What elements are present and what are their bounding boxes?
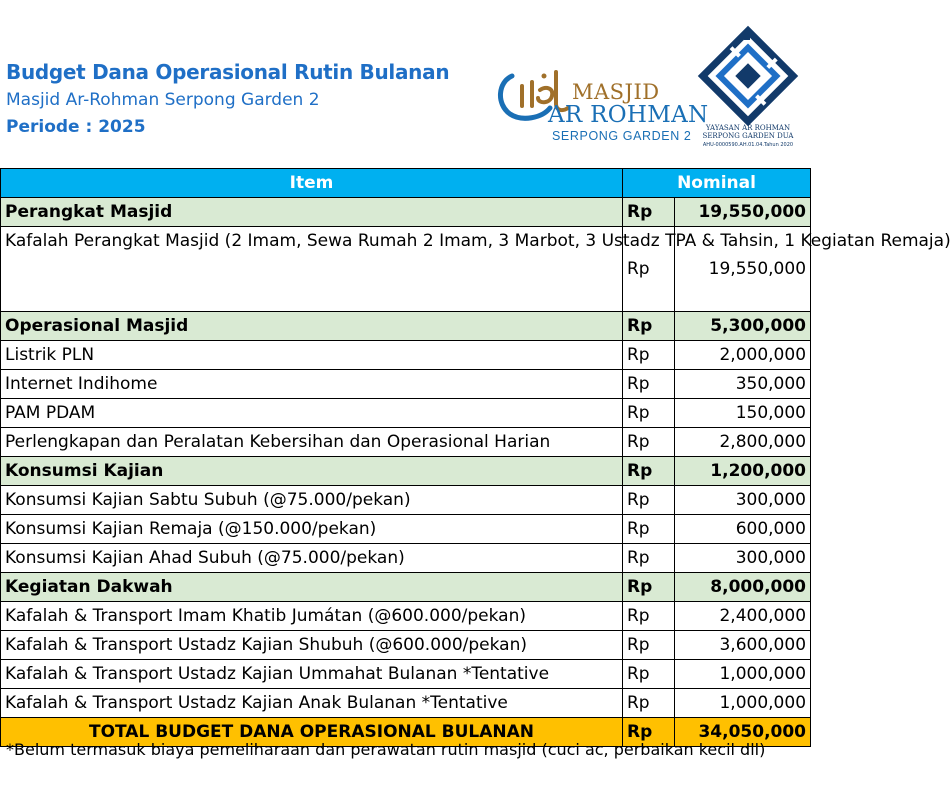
item-value: 2,800,000 [675, 428, 811, 457]
item-value: 300,000 [675, 486, 811, 515]
currency-label: Rp [623, 631, 675, 660]
category-row [1, 312, 811, 341]
currency-label: Rp [623, 312, 675, 341]
table-header-row [1, 169, 811, 198]
document-title: Budget Dana Operasional Rutin Bulanan [6, 60, 450, 84]
currency-label: Rp [623, 544, 675, 573]
currency-label: Rp [623, 660, 675, 689]
item-label: Konsumsi Kajian Ahad Subuh (@75.000/pekan) [1, 544, 623, 573]
table-row [1, 660, 811, 689]
item-label: Listrik PLN [1, 341, 623, 370]
table-row [1, 515, 811, 544]
item-value: 600,000 [675, 515, 811, 544]
category-total: 1,200,000 [675, 457, 811, 486]
item-label: Internet Indihome [1, 370, 623, 399]
item-label: PAM PDAM [1, 399, 623, 428]
budget-table [0, 168, 951, 747]
currency-label: Rp [623, 227, 675, 312]
currency-label: Rp [623, 515, 675, 544]
currency-label: Rp [623, 457, 675, 486]
yayasan-name-text: YAYASAN AR ROHMAN [705, 124, 791, 132]
item-value: 1,000,000 [675, 660, 811, 689]
currency-label: Rp [623, 370, 675, 399]
category-row [1, 457, 811, 486]
table-row [1, 486, 811, 515]
category-total: 8,000,000 [675, 573, 811, 602]
category-row [1, 573, 811, 602]
document-period: Periode : 2025 [6, 117, 146, 137]
item-value: 1,000,000 [675, 689, 811, 718]
logo-ar-rohman-text: AR ROHMAN [548, 102, 709, 128]
table-row [1, 341, 811, 370]
table-row [1, 544, 811, 573]
currency-label: Rp [623, 486, 675, 515]
masjid-ar-rohman-logo [492, 60, 709, 146]
table-row [1, 689, 811, 718]
total-value: 34,050,000 [675, 718, 811, 747]
document-header [0, 0, 810, 168]
item-value: 2,400,000 [675, 602, 811, 631]
item-label: Kafalah & Transport Ustadz Kajian Shubuh (@600.000/pekan) [1, 631, 623, 660]
yayasan-ar-rohman-logo [692, 28, 804, 154]
category-name: Operasional Masjid [1, 312, 623, 341]
currency-label: Rp [623, 573, 675, 602]
table-row [1, 631, 811, 660]
logo-serpong-garden-text: SERPONG GARDEN 2 [552, 129, 692, 143]
yayasan-emblem-icon [692, 28, 804, 124]
footnote: *Belum termasuk biaya pemeliharaan dan perawatan rutin masjid (cuci ac, perbaikan kecil dll) [6, 740, 766, 759]
category-total: 19,550,000 [675, 198, 811, 227]
category-name: Kegiatan Dakwah [1, 573, 623, 602]
item-label: Konsumsi Kajian Remaja (@150.000/pekan) [1, 515, 623, 544]
yayasan-location-text: SERPONG GARDEN DUA [702, 132, 794, 140]
item-label: Kafalah Perangkat Masjid (2 Imam, Sewa Rumah 2 Imam, 3 Marbot, 3 Ustadz TPA & Tahsin, 1 Kegiatan Remaja) [1, 227, 623, 312]
currency-label: Rp [623, 602, 675, 631]
category-total: 5,300,000 [675, 312, 811, 341]
category-row [1, 198, 811, 227]
item-value: 300,000 [675, 544, 811, 573]
item-label: Kafalah & Transport Ustadz Kajian Ummahat Bulanan *Tentative [1, 660, 623, 689]
header-nominal: Nominal [623, 169, 811, 198]
item-label: Kafalah & Transport Imam Khatib Jumátan (@600.000/pekan) [1, 602, 623, 631]
logo-masjid-text: MASJID [572, 80, 660, 104]
table-row [1, 602, 811, 631]
currency-label: Rp [623, 399, 675, 428]
item-value: 19,550,000 [675, 227, 811, 312]
currency-label: Rp [623, 428, 675, 457]
item-value: 3,600,000 [675, 631, 811, 660]
item-value: 350,000 [675, 370, 811, 399]
item-value: 150,000 [675, 399, 811, 428]
currency-label: Rp [623, 341, 675, 370]
table-row [1, 399, 811, 428]
item-value: 2,000,000 [675, 341, 811, 370]
total-label: TOTAL BUDGET DANA OPERASIONAL BULANAN [1, 718, 623, 747]
currency-label: Rp [623, 689, 675, 718]
document-subtitle: Masjid Ar-Rohman Serpong Garden 2 [6, 90, 320, 110]
currency-label: Rp [623, 198, 675, 227]
header-item: Item [1, 169, 623, 198]
table-row [1, 428, 811, 457]
yayasan-registration-text: AHU-0000590.AH.01.04.Tahun 2020 [702, 142, 794, 148]
item-label: Konsumsi Kajian Sabtu Subuh (@75.000/pekan) [1, 486, 623, 515]
item-label: Perlengkapan dan Peralatan Kebersihan dan Operasional Harian [1, 428, 623, 457]
currency-label: Rp [623, 718, 675, 747]
category-name: Perangkat Masjid [1, 198, 623, 227]
table-row [1, 370, 811, 399]
category-name: Konsumsi Kajian [1, 457, 623, 486]
item-label: Kafalah & Transport Ustadz Kajian Anak Bulanan *Tentative [1, 689, 623, 718]
table-row [1, 227, 811, 312]
